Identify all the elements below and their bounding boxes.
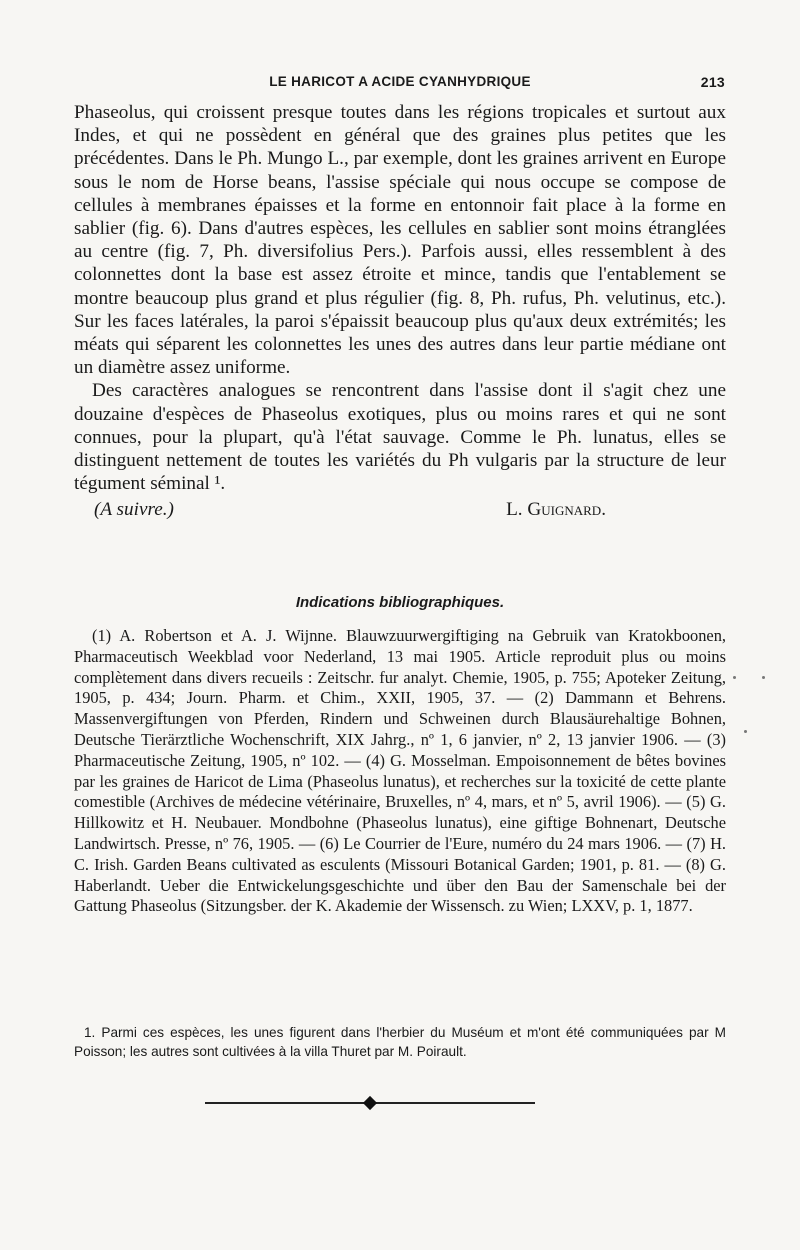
running-title: LE HARICOT A ACIDE CYANHYDRIQUE: [269, 74, 531, 89]
signature-line: [74, 498, 726, 521]
speck-mark: [733, 676, 736, 679]
speck-mark: [762, 676, 765, 679]
paragraph-1: Phaseolus, qui croissent presque toutes dans les régions tropicales et surtout aux Indes, et qui ne possèdent en général que des graines plus petites que les précédentes. Dans le Ph. Mungo L., par exemple, dont les graines arrivent en Europe sous le nom de Horse beans, l'assise spéciale qui nous occupe se compose de cellules à membranes épaisses et la forme en entonnoir fait place à la forme en sablier (fig. 6). Dans d'autres espèces, les cellules en sablier sont moins étranglées au centre (fig. 7, Ph. diversifolius Pers.). Parfois aussi, elles ressemblent à des colonnettes dont la base est assez étroite et mince, tandis que l'entablement se montre beaucoup plus grand et plus régulier (fig. 8, Ph. rufus, Ph. velutinus, etc.). Sur les faces latérales, la paroi s'épaissit beaucoup plus qu'aux deux extrémités; les méats qui séparent les colonnettes les unes des autres dans leur partie médiane ont un diamètre assez uniforme.: [74, 102, 726, 379]
speck-mark: [744, 730, 747, 733]
to-follow-note: (A suivre.): [94, 499, 174, 521]
main-text: [74, 101, 726, 522]
bibliography-text: (1) A. Robertson et A. J. Wijnne. Blauwzuurwergiftiging na Gebruik van Kratokboonen, Pharmaceutisch Weekblad voor Nederland, 13 mai 1905. Article reproduit plus ou moins complètement dans divers recueils : Zeitschr. fur analyt. Chemie, 1905, p. 755; Apoteker Zeitung, 1905, p. 434; Journ. Pharm. et Chim., XXII, 1905, 37. — (2) Dammann et Behrens. Massenvergiftungen von Pferden, Rindern und Schweinen durch Blausäurehaltige Bohnen, Deutsche Tierärztliche Wochenschrift, XIX Jahrg., nº 1, 6 janvier, nº 2, 13 janvier 1906. — (3) Pharmaceutische Zeitung, 1905, nº 102. — (4) G. Mosselman. Empoisonnement de bêtes bovines par les graines de Haricot de Lima (Phaseolus lunatus), et recherches sur la toxicité de cette plante comestible (Archives de médecine vétérinaire, Bruxelles, nº 4, mars, et nº 5, avril 1906). — (5) G. Hillkowitz et H. Neubauer. Mondbohne (Phaseolus lunatus), eine giftige Bohnenart, Deutsche Landwirtsch. Presse, nº 76, 1905. — (6) Le Courrier de l'Eure, numéro du 24 mars 1906. — (7) H. C. Irish. Garden Beans cultivated as esculents (Missouri Botanical Garden; 1901, p. 81. — (8) G. Haberlandt. Ueber die Entwickelungsgeschichte und über den Bau der Samenschale bei der Gattung Phaseolus (Sitzungsber. der K. Akademie der Wissensch. zu Wien; LXXV, p. 1, 1877.: [74, 626, 726, 916]
author-signature: L. Guignard.: [506, 499, 606, 521]
ornament-diamond-icon: [363, 1096, 377, 1110]
footnote-text: 1. Parmi ces espèces, les unes figurent dans l'herbier du Muséum et m'ont été communiquées par M Poisson; les autres sont cultivées à la villa Thuret par M. Poirault.: [74, 1025, 726, 1059]
page-number: 213: [700, 74, 725, 90]
footnote: [74, 1024, 726, 1061]
paragraph-2: Des caractères analogues se rencontrent dans l'assise dont il s'agit chez une douzaine d'espèces de Phaseolus exotiques, plus ou moins rares et qui ne sont connues, pour la plupart, qu'à l'état sauvage. Comme le Ph. lunatus, elles se distinguent nettement de toutes les variétés du Ph vulgaris par la structure de leur tégument séminal ¹.: [74, 380, 726, 495]
section-title: Indications bibliographiques.: [295, 594, 505, 611]
bibliography: [74, 626, 726, 917]
page-header: [75, 74, 725, 96]
